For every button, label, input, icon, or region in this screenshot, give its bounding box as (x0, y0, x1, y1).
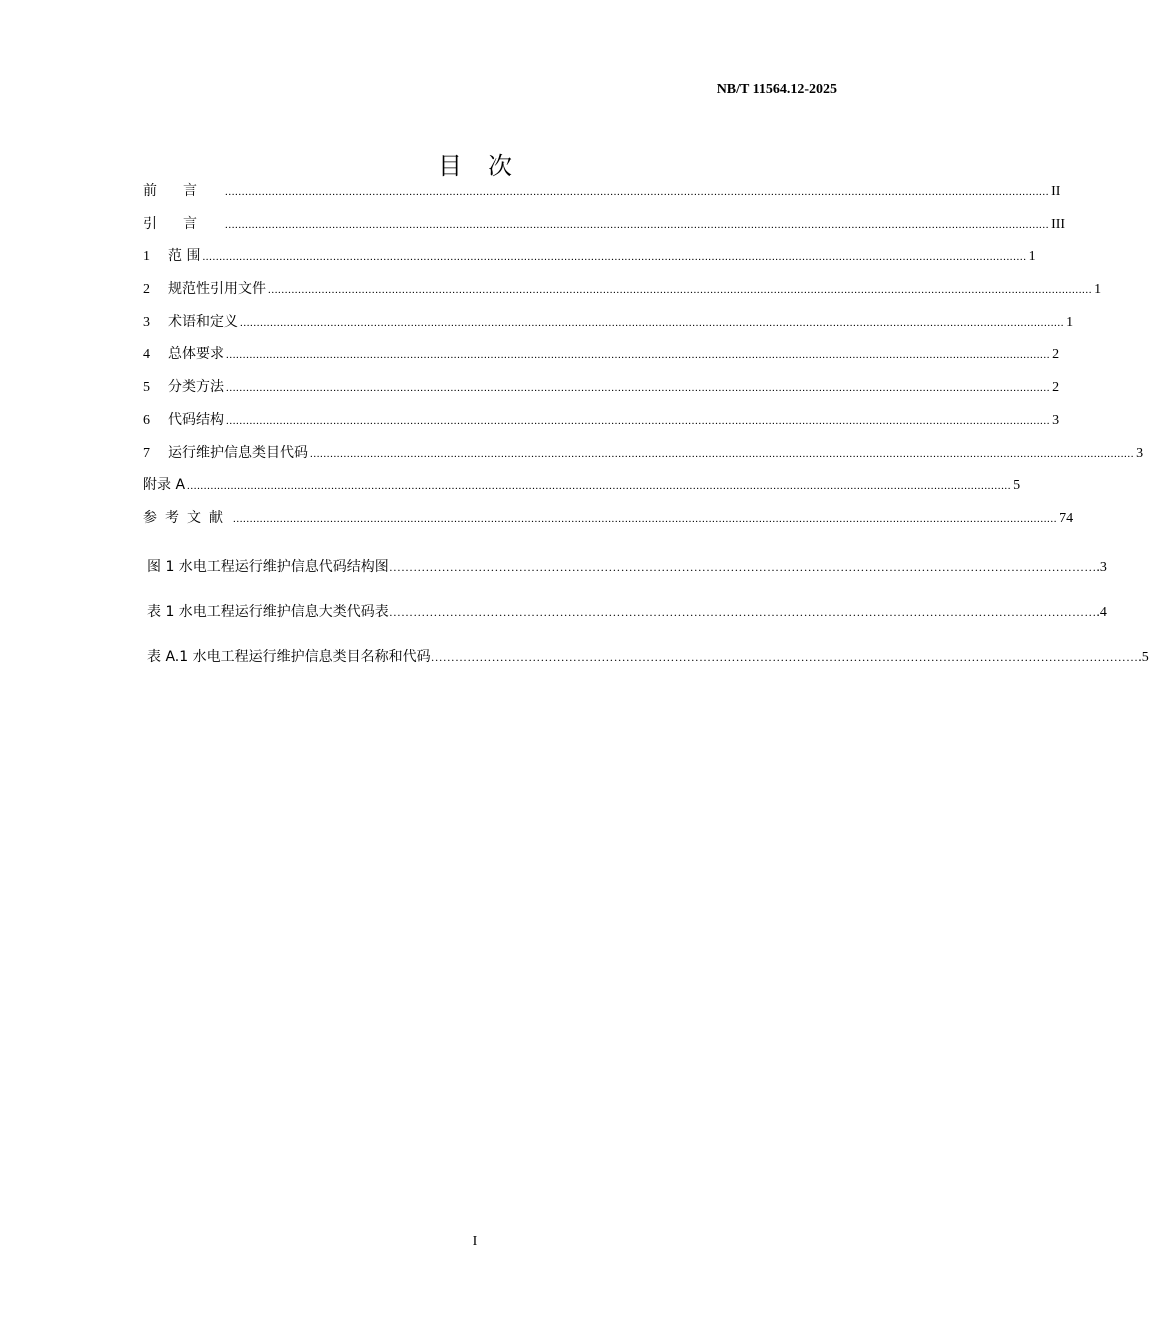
toc-title: 目次 (438, 152, 538, 180)
toc-entry-label: 运行维护信息类目代码 (168, 444, 308, 461)
toc-entry-label: 参考文献 (143, 509, 231, 526)
page-number: I (472, 1234, 478, 1249)
toc-entry-label: 范 围 (168, 248, 201, 265)
toc-entry-page: III (1051, 216, 1066, 232)
toc-entry-label: 附录 A (143, 477, 186, 494)
toc-entry-terms[interactable] (143, 311, 1074, 344)
toc-entry-page: 3 (1136, 445, 1144, 461)
table-entry-page: .4 (1096, 604, 1107, 620)
toc-entry-page: 2 (1052, 380, 1060, 396)
leader-dots: ...................................................................................................................................................................................................................................................... (240, 316, 1065, 329)
toc-entry-number: 6 (143, 412, 150, 428)
leader-dots: ...................................................................................................................................................................................................................................................... (226, 382, 1051, 395)
leader-dots: ...................................................................................................................................................................................................................................................... (187, 480, 1012, 493)
toc-entry-page: 2 (1052, 347, 1060, 363)
toc-entry-label: 总体要求 (168, 346, 224, 363)
toc-entry-page: 1 (1094, 282, 1102, 298)
list-of-figures-tables (147, 556, 1149, 690)
figure-entry[interactable] (147, 556, 1107, 601)
toc-entry-label: 前言 (143, 183, 223, 199)
table-entry[interactable] (147, 601, 1107, 646)
leader-dots: ...................................................................................................................................................................................................................................................... (202, 251, 1027, 264)
leader-dots: ...................................................................................................................................................................................................................................................... (268, 284, 1093, 297)
toc-entry-code-structure[interactable] (143, 409, 1060, 442)
toc-entry-foreword[interactable] (143, 180, 1061, 213)
toc-entry-introduction[interactable] (143, 213, 1066, 246)
toc-entry-general-requirements[interactable] (143, 343, 1060, 376)
table-entry-label: 表 1 水电工程运行维护信息大类代码表 (147, 603, 389, 620)
table-entry-label: 表 A.1 水电工程运行维护信息类目名称和代码 (147, 648, 431, 665)
toc-entry-number: 2 (143, 282, 150, 298)
figure-entry-page: .3 (1096, 560, 1107, 575)
toc-entry-bibliography[interactable] (143, 507, 1074, 540)
leader-dots: ………………………………………………………………………………………………………………………………………………………… (388, 560, 1097, 574)
figure-entry-label: 图 1 水电工程运行维护信息代码结构图 (147, 559, 389, 575)
leader-dots: ...................................................................................................................................................................................................................................................... (226, 414, 1051, 427)
toc-entry-number: 3 (143, 314, 150, 330)
table-entry-page: .5 (1138, 649, 1149, 665)
toc-entry-classification[interactable] (143, 376, 1060, 409)
leader-dots: ...................................................................................................................................................................................................................................................... (225, 218, 1050, 231)
toc-entry-label: 规范性引用文件 (168, 281, 266, 298)
toc-entry-page: 5 (1013, 478, 1021, 494)
toc-entry-number: 7 (143, 445, 150, 461)
document-code: NB/T 11564.12-2025 (716, 82, 837, 97)
toc-entry-page: II (1051, 184, 1061, 199)
toc-entry-label: 术语和定义 (168, 313, 238, 330)
leader-dots: ………………………………………………………………………………………………………………………………………………………… (430, 649, 1139, 664)
toc-entry-category-codes[interactable] (143, 442, 1144, 475)
toc-entry-normative-references[interactable] (143, 278, 1102, 311)
table-of-contents (143, 180, 1144, 540)
toc-entry-number: 1 (143, 249, 150, 265)
toc-entry-scope[interactable] (143, 245, 1036, 278)
toc-entry-label: 引言 (143, 215, 223, 232)
toc-entry-label: 分类方法 (168, 379, 224, 396)
toc-entry-page: 1 (1066, 314, 1074, 330)
leader-dots: ...................................................................................................................................................................................................................................................... (226, 349, 1051, 362)
toc-entry-number: 4 (143, 347, 150, 363)
toc-entry-appendix-a[interactable] (143, 474, 1021, 507)
leader-dots: ………………………………………………………………………………………………………………………………………………………… (388, 604, 1097, 619)
toc-entry-page: 1 (1028, 249, 1036, 265)
toc-entry-number: 5 (143, 380, 150, 396)
toc-entry-label: 代码结构 (168, 411, 224, 428)
toc-entry-page: 74 (1059, 510, 1074, 526)
toc-entry-page: 3 (1052, 412, 1060, 428)
leader-dots: ...................................................................................................................................................................................................................................................... (310, 447, 1135, 460)
leader-dots: ...................................................................................................................................................................................................................................................... (225, 186, 1050, 198)
leader-dots: ...................................................................................................................................................................................................................................................... (233, 512, 1058, 525)
table-entry[interactable] (147, 646, 1149, 691)
